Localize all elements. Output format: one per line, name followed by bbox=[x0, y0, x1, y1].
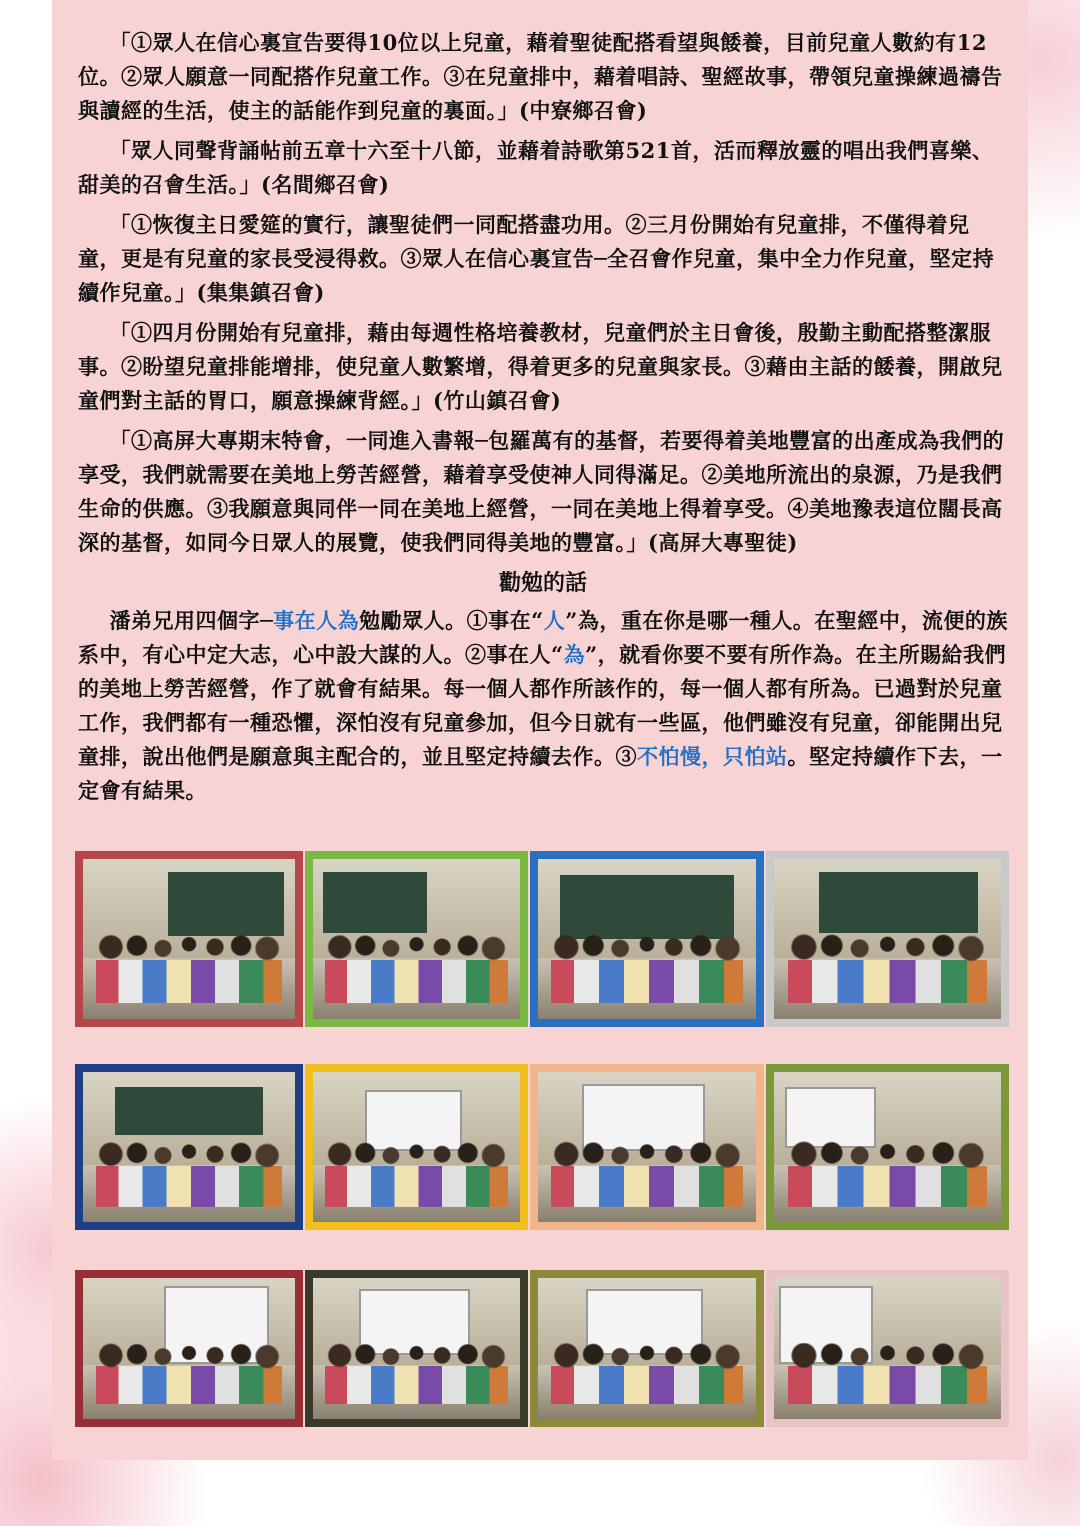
photo bbox=[766, 1270, 1009, 1427]
testimony-paragraph: 「眾人同聲背誦帖前五章十六至十八節，並藉着詩歌第521首，活而釋放靈的唱出我們喜樂、甜美的召會生活。」(名間鄉召會) bbox=[78, 138, 994, 197]
section-title: 勸勉的話 bbox=[498, 570, 587, 596]
photo bbox=[305, 1064, 528, 1230]
testimony-paragraph: 「①恢復主日愛筵的實行，讓聖徒們一同配搭盡功用。②三月份開始有兒童排，不僅得着兒童，更是有兒童的家長受浸得救。③眾人在信心裏宣告─全召會作兒童，集中全力作兒童，堅定持續作兒童。」(集集鎮召會) bbox=[78, 212, 995, 305]
photo bbox=[530, 851, 764, 1027]
photo bbox=[766, 1064, 1009, 1230]
photo bbox=[530, 1270, 764, 1427]
text-segment: ”為，重在你是哪一種人。在聖經中，流便的族系中，有心中定大志，心中設大謀的人。②事在人“ bbox=[78, 608, 1008, 667]
photo bbox=[305, 851, 528, 1027]
highlight-text: 事在人為 bbox=[273, 608, 360, 633]
testimony-paragraph: 「①眾人在信心裏宣告要得10位以上兒童，藉着聖徒配搭看望與餧養，目前兒童人數約有12位。②眾人願意一同配搭作兒童工作。③在兒童排中，藉着唱詩、聖經故事，帶領兒童操練過禱告與讀經的生活，使主的話能作到兒童的裏面。」(中寮鄉召會) bbox=[78, 30, 1003, 123]
highlight-text: 為 bbox=[563, 642, 586, 667]
photo bbox=[75, 1270, 303, 1427]
text-segment: ”，就看你要不要有所作為。在主所賜給我們的美地上勞苦經營，作了就會有結果。每一個人都作所該作的，每一個人都有所為。已過對於兒童工作，我們都有一種恐懼，深怕沒有兒童參加，但今日就有一些區，他們雖沒有兒童，卻能開出兒童排，說出他們是願意與主配合的，並且堅定持續去作。③ bbox=[78, 642, 1007, 769]
photo bbox=[530, 1064, 764, 1230]
photo bbox=[75, 851, 303, 1027]
text-segment: 。堅定持續作下去，一定會有結果。 bbox=[78, 744, 1003, 803]
testimony-paragraph: 「①四月份開始有兒童排，藉由每週性格培養教材，兒童們於主日會後，殷勤主動配搭整潔服事。②盼望兒童排能增排，使兒童人數繁增，得着更多的兒童與家長。③藉由主話的餧養，開啟兒童們對主話的胃口，願意操練背經。」(竹山鎮召會) bbox=[78, 320, 1003, 413]
highlight-text: 不怕慢，只怕站 bbox=[637, 744, 788, 769]
photo bbox=[305, 1270, 528, 1427]
photo bbox=[766, 851, 1009, 1027]
photo bbox=[75, 1064, 303, 1230]
text-segment: 勉勵眾人。①事在“ bbox=[359, 608, 544, 633]
highlight-text: 人 bbox=[543, 608, 566, 633]
testimony-paragraph: 「①高屏大專期末特會，一同進入書報─包羅萬有的基督，若要得着美地豐富的出產成為我們的享受，我們就需要在美地上勞苦經營，藉着享受使神人同得滿足。②美地所流出的泉源，乃是我們生命的供應。③我願意與同伴一同在美地上經營，一同在美地上得着享受。④美地豫表這位闊長高深的基督，如同今日眾人的展覽，使我們同得美地的豐富。」(高屏大專聖徒) bbox=[78, 428, 1005, 555]
text-segment: 潘弟兄用四個字─ bbox=[109, 608, 274, 633]
